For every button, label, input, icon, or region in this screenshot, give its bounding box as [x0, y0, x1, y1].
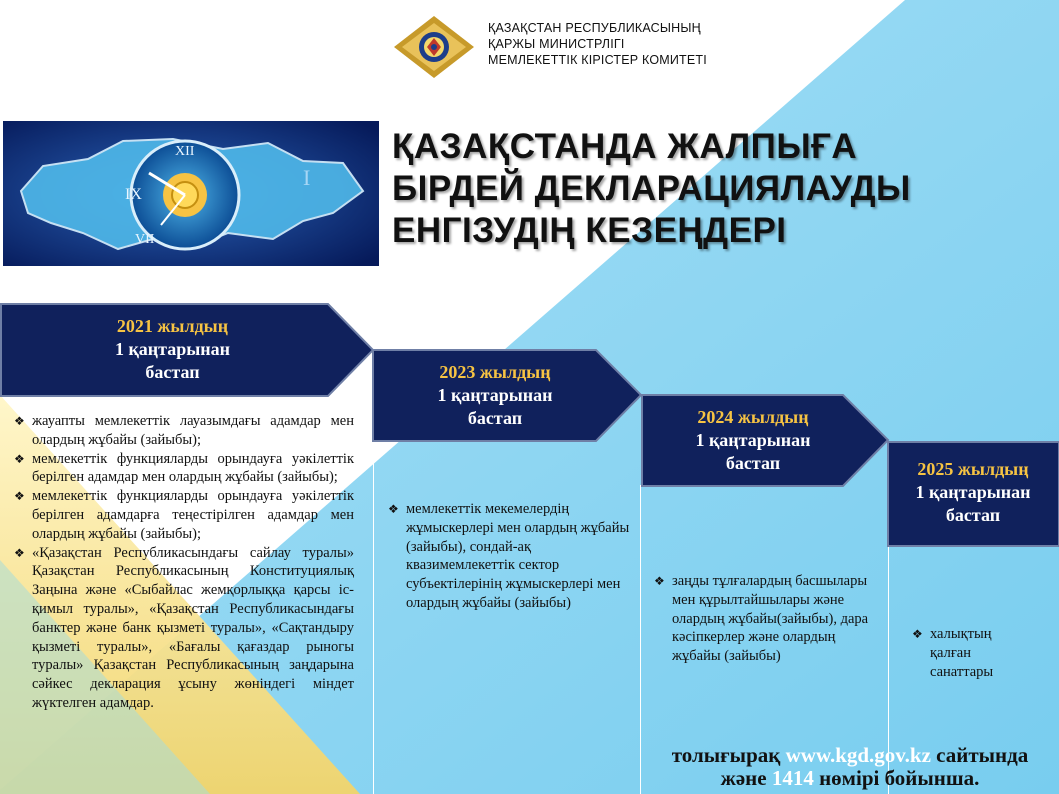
diamond-bullet-icon: ❖ [912, 627, 923, 641]
stage-2025-year: 2025 жылдың [917, 459, 1029, 479]
stage-2025-label [887, 458, 1059, 527]
stage-divider [373, 440, 374, 794]
org-name-line-1: ҚАЗАҚСТАН РЕСПУБЛИКАСЫНЫҢ [488, 21, 701, 35]
footer-text: нөмірі бойынша. [813, 766, 980, 790]
website-link[interactable]: www.kgd.gov.kz [785, 743, 931, 767]
stage-2024-date: 1 қаңтарынан [695, 430, 811, 450]
diamond-bullet-icon: ❖ [14, 451, 25, 466]
page-title [392, 126, 1032, 252]
svg-text:XII: XII [175, 144, 195, 159]
stage-2023-since: бастап [467, 408, 523, 428]
list-item: ❖ мемлекеттік мекемелердің жұмыскерлері мен олардың жұбайы (зайыбы), сондай-ақ квазимемлекеттік сектор субъектілерінің жұмыскерлері мен олардың жұбайы (зайыбы) [388, 501, 630, 611]
svg-text:VII: VII [135, 232, 155, 247]
footer-text: толығырақ [671, 743, 786, 767]
svg-text:IX: IX [125, 186, 142, 203]
phone-number: 1414 [771, 766, 814, 790]
stage-2024-label [641, 406, 865, 475]
diamond-bullet-icon: ❖ [14, 545, 25, 560]
diamond-bullet-icon: ❖ [388, 502, 399, 516]
diamond-bullet-icon: ❖ [654, 574, 665, 588]
stage-2025-since: бастап [945, 505, 1001, 525]
list-item: ❖ «Қазақстан Республикасындағы сайлау туралы» Қазақстан Республикасының Конституциялық Заңына және «Сыбайлас жемқорлыққа қарсы іс-қимыл туралы», «Қазақстан Республикасындағы банктер және банк қызметі туралы», «Сақтандыру қызметі туралы», «Бағалы қағаздар рыногы туралы» Қазақстан Республикасының заңдарына сәйкес декларация ұсыну жөніндегі міндет жүктелген адамдар. [14, 544, 354, 711]
stage-2021-list [14, 412, 354, 713]
title-line-3: ЕНГІЗУДІҢ КЕЗЕҢДЕРІ [392, 211, 787, 250]
stage-2024-year: 2024 жылдың [697, 407, 809, 427]
stage-2025-list [912, 625, 1022, 681]
kazakhstan-map-clock-image [3, 121, 379, 266]
diamond-bullet-icon: ❖ [14, 414, 25, 428]
org-name-line-3: МЕМЛЕКЕТТІК КІРІСТЕР КОМИТЕТІ [488, 53, 707, 67]
stage-2023-list [388, 500, 633, 613]
kgd-emblem-icon [392, 14, 476, 80]
stage-2024-since: бастап [725, 453, 781, 473]
stage-2023-label [372, 361, 618, 430]
list-item: ❖ халықтың қалған санаттары [912, 626, 994, 680]
stage-2025-date: 1 қаңтарынан [915, 482, 1031, 502]
list-item: ❖ мемлекеттік функцияларды орындауға уәкілеттік берілген адамдар мен олардың жұбайы (зайыбы); [14, 450, 354, 486]
stage-2024-list [654, 572, 870, 666]
diamond-bullet-icon: ❖ [14, 489, 25, 504]
svg-text:I: I [303, 165, 311, 190]
list-item: ❖ мемлекеттік функцияларды орындауға уәкілеттік берілген адамдарға теңестірілген адамдар мен олардың жұбайы (зайыбы); [14, 488, 354, 542]
stage-2021-date: 1 қаңтарынан [114, 339, 231, 359]
list-item: ❖ заңды тұлғалардың басшылары мен құрылтайшылары және олардың жұбайы(зайыбы), дара кәсіпкерлер және олардың жұбайы (зайыбы) [654, 573, 869, 665]
stage-2021-since: бастап [145, 362, 200, 382]
list-item: ❖ жауапты мемлекеттік лауазымдағы адамдар мен олардың жұбайы (зайыбы); [14, 413, 354, 448]
footer-text: сайтында [930, 743, 1029, 767]
header [392, 14, 762, 80]
stage-2023-date: 1 қаңтарынан [437, 385, 553, 405]
stage-2023-year: 2023 жылдың [439, 362, 551, 382]
footer-text: және [720, 766, 772, 790]
stage-2021-label [0, 315, 345, 384]
footer-info [640, 744, 1059, 790]
title-line-2: БІРДЕЙ ДЕКЛАРАЦИЯЛАУДЫ [392, 169, 911, 208]
org-name-line-2: ҚАРЖЫ МИНИСТРЛІГІ [488, 37, 625, 51]
title-line-1: ҚАЗАҚСТАНДА ЖАЛПЫҒА [392, 127, 858, 166]
stage-2021-year: 2021 жылдың [116, 316, 229, 336]
